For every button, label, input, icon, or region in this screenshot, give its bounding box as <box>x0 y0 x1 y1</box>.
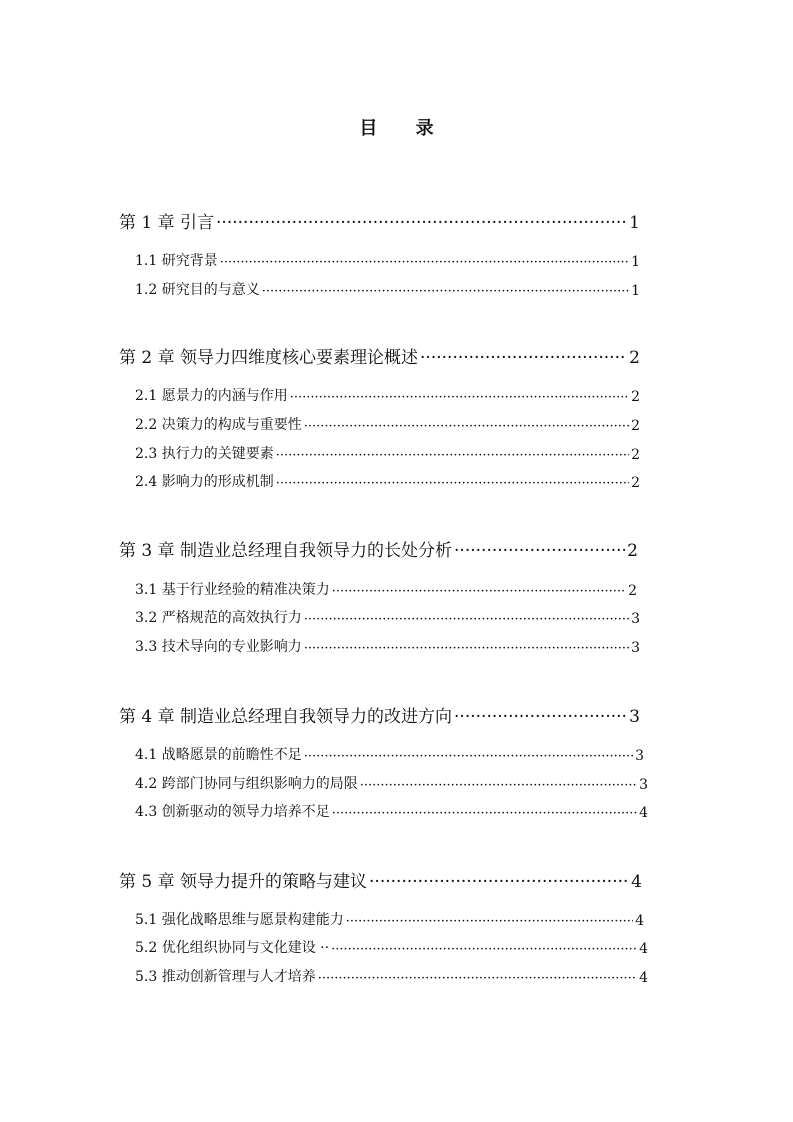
toc-entry-chapter-4[interactable] <box>119 701 640 727</box>
toc-page-number: 4 <box>635 913 644 929</box>
toc-page-number: 4 <box>631 872 642 892</box>
toc-entry-section-4-2[interactable] <box>135 771 648 793</box>
toc-entry-label: 2.1 愿景力的内涵与作用 <box>135 388 288 404</box>
toc-page-number: 1 <box>631 254 640 270</box>
toc-entry-section-3-2[interactable] <box>135 605 640 627</box>
toc-entry-section-5-2[interactable] <box>135 935 648 957</box>
toc-entry-section-3-3[interactable] <box>135 634 640 656</box>
toc-page-number: 3 <box>639 777 648 793</box>
toc-entry-chapter-1[interactable] <box>119 207 640 233</box>
toc-page-number: 2 <box>631 475 640 491</box>
dot-leader <box>369 872 629 892</box>
toc-entry-section-2-4[interactable] <box>135 469 640 491</box>
dot-leader <box>332 584 626 599</box>
toc-entry-section-2-1[interactable] <box>135 383 640 405</box>
toc-entry-section-4-3[interactable] <box>135 799 648 821</box>
toc-entry-label: 4.3 创新驱动的领导力培养不足 <box>135 804 330 820</box>
dot-leader <box>346 914 633 929</box>
dot-leader <box>360 778 637 793</box>
toc-page-number: 1 <box>629 213 640 233</box>
dot-leader <box>276 448 629 463</box>
toc-entry-chapter-2[interactable] <box>119 342 640 368</box>
dot-leader <box>318 971 637 986</box>
toc-page-number: 2 <box>631 389 640 405</box>
dot-leader <box>454 541 625 561</box>
toc-entry-section-2-3[interactable] <box>135 441 640 463</box>
toc-entry-label: 4.2 跨部门协同与组织影响力的局限 <box>135 776 358 792</box>
dot-leader <box>262 284 629 299</box>
toc-entry-section-1-2[interactable] <box>135 277 640 299</box>
toc-page-number: 2 <box>629 348 640 368</box>
toc-entry-label: 3.2 严格规范的高效执行力 <box>135 610 302 626</box>
toc-page-number: 3 <box>629 707 640 727</box>
dot-leader <box>216 213 627 233</box>
dot-leader <box>304 749 633 764</box>
toc-page-number: 2 <box>631 447 640 463</box>
toc-entry-label: 3.1 基于行业经验的精准决策力 <box>135 582 330 598</box>
dot-leader <box>454 707 627 727</box>
toc-entry-label: 2.4 影响力的形成机制 <box>135 474 274 490</box>
dot-leader <box>276 476 629 491</box>
toc-entry-section-1-1[interactable] <box>135 248 640 270</box>
toc-entry-section-3-1[interactable] <box>135 577 637 599</box>
toc-title: 目 录 <box>359 118 450 139</box>
toc-entry-label: 第 3 章 制造业总经理自我领导力的长处分析 <box>119 541 453 561</box>
toc-entry-label: 1.1 研究背景 <box>135 253 218 269</box>
toc-page-number: 3 <box>631 611 640 627</box>
toc-entry-section-5-3[interactable] <box>135 964 648 986</box>
dot-leader <box>304 419 629 434</box>
toc-entry-label: 第 1 章 引言 <box>119 213 215 233</box>
toc-page-number: 4 <box>639 941 648 957</box>
dot-leader <box>420 348 627 368</box>
toc-entry-label: 5.2 优化组织协同与文化建设 ·· <box>135 940 330 956</box>
toc-page-number: 4 <box>639 970 648 986</box>
dot-leader <box>304 641 629 656</box>
toc-entry-label: 3.3 技术导向的专业影响力 <box>135 639 302 655</box>
toc-entry-label: 2.3 执行力的关键要素 <box>135 446 274 462</box>
toc-entry-label: 2.2 决策力的构成与重要性 <box>135 417 302 433</box>
dot-leader <box>304 612 629 627</box>
toc-entry-label: 1.2 研究目的与意义 <box>135 282 260 298</box>
toc-entry-label: 第 4 章 制造业总经理自我领导力的改进方向 <box>119 707 453 727</box>
toc-entry-section-4-1[interactable] <box>135 742 644 764</box>
dot-leader <box>331 942 637 957</box>
toc-entry-label: 第 2 章 领导力四维度核心要素理论概述 <box>119 348 419 368</box>
toc-page-number: 4 <box>639 805 648 821</box>
toc-entry-chapter-3[interactable] <box>119 535 638 561</box>
toc-page-number: 2 <box>627 541 638 561</box>
toc-page-number: 3 <box>635 748 644 764</box>
dot-leader <box>220 255 629 270</box>
dot-leader <box>290 390 629 405</box>
toc-entry-label: 5.1 强化战略思维与愿景构建能力 <box>135 912 344 928</box>
dot-leader <box>332 806 637 821</box>
toc-page-number: 1 <box>631 283 640 299</box>
toc-entry-label: 5.3 推动创新管理与人才培养 <box>135 969 316 985</box>
toc-page-number: 2 <box>631 418 640 434</box>
toc-page-number: 3 <box>631 640 640 656</box>
toc-entry-label: 第 5 章 领导力提升的策略与建议 <box>119 872 368 892</box>
toc-entry-section-2-2[interactable] <box>135 412 640 434</box>
toc-entry-label: 4.1 战略愿景的前瞻性不足 <box>135 747 302 763</box>
toc-entry-section-5-1[interactable] <box>135 907 644 929</box>
toc-entry-chapter-5[interactable] <box>119 866 642 892</box>
toc-page-number: 2 <box>628 583 637 599</box>
